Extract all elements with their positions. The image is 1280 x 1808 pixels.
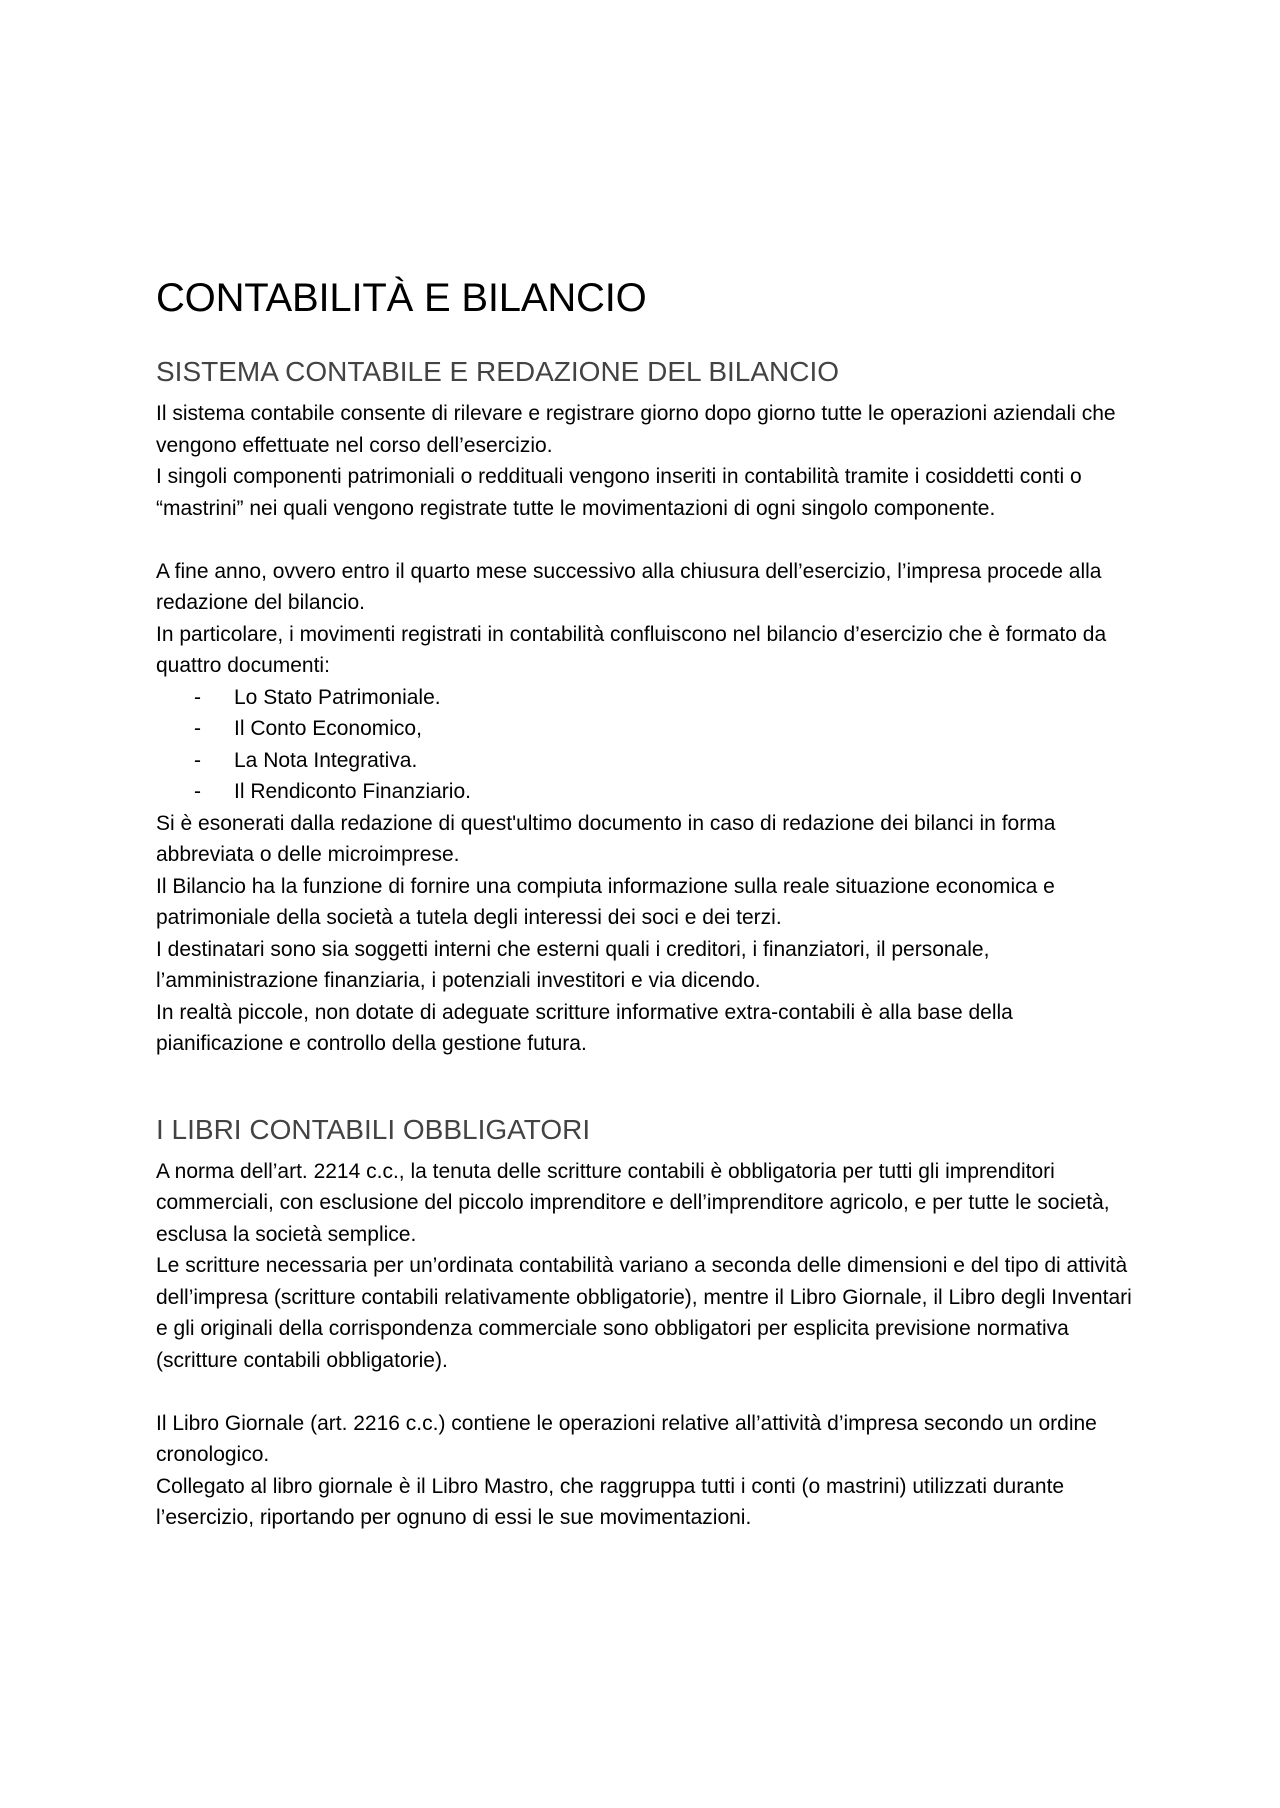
paragraph: Le scritture necessaria per un’ordinata contabilità variano a seconda delle dimensioni e del tipo di attività dell’impresa (scritture contabili relativamente obbligatorie), mentre il Libro Giornale, il Libro degli Inventari e gli originali della corrispondenza commerciale sono obbligatori per esplicita previsione normativa (scritture contabili obbligatorie). xyxy=(156,1254,1132,1372)
section-heading-libri-contabili: I LIBRI CONTABILI OBBLIGATORI xyxy=(156,1113,591,1145)
list-item xyxy=(156,776,1136,808)
list-item-text: La Nota Integrativa. xyxy=(234,748,418,772)
paragraph: Si è esonerati dalla redazione di quest'ultimo documento in caso di redazione dei bilanci in forma abbreviata o delle microimprese. xyxy=(156,811,1056,866)
paragraph: Il sistema contabile consente di rilevare e registrare giorno dopo giorno tutte le operazioni aziendali che vengono effettuate nel corso dell’esercizio. xyxy=(156,402,1116,457)
list-item xyxy=(156,713,1136,745)
section-spacer xyxy=(156,1060,1136,1110)
list-item-text: Lo Stato Patrimoniale. xyxy=(234,685,441,709)
paragraph: A fine anno, ovvero entro il quarto mese successivo alla chiusura dell’esercizio, l’impresa procede alla redazione del bilancio. xyxy=(156,559,1102,614)
list-dash-marker: - xyxy=(194,780,201,803)
document-title: CONTABILITÀ E BILANCIO xyxy=(156,276,647,320)
paragraph: Collegato al libro giornale è il Libro Mastro, che raggruppa tutti i conti (o mastrini) utilizzati durante l’esercizio, riportando per ognuno di essi le sue movimentazioni. xyxy=(156,1474,1065,1529)
paragraph: Il Bilancio ha la funzione di fornire una compiuta informazione sulla reale situazione economica e patrimoniale della società a tutela degli interessi dei soci e dei terzi. xyxy=(156,874,1055,929)
list-dash-marker: - xyxy=(194,717,201,740)
section-heading-sistema-contabile: SISTEMA CONTABILE E REDAZIONE DEL BILANCIO xyxy=(156,356,840,387)
list-item xyxy=(156,745,1136,777)
list-item-text: Il Rendiconto Finanziario. xyxy=(234,780,471,803)
paragraph-spacer xyxy=(156,1376,1136,1408)
paragraph: I singoli componenti patrimoniali o reddituali vengono inseriti in contabilità tramite i cosiddetti conti o “mastrini” nei quali vengono registrate tutte le movimentazioni di ogni singolo componente. xyxy=(156,465,1082,520)
document-page xyxy=(156,270,1136,1534)
paragraph: Il Libro Giornale (art. 2216 c.c.) contiene le operazioni relative all’attività d’impresa secondo un ordine cronologico. xyxy=(156,1411,1097,1466)
paragraph: In particolare, i movimenti registrati in contabilità confluiscono nel bilancio d’esercizio che è formato da quattro documenti: xyxy=(156,622,1107,677)
paragraph: A norma dell’art. 2214 c.c., la tenuta delle scritture contabili è obbligatoria per tutti gli imprenditori commerciali, con esclusione del piccolo imprenditore e dell’imprenditore agricolo, e per tutte le società, esclusa la società semplice. xyxy=(156,1159,1110,1246)
list-item xyxy=(156,682,1136,714)
list-dash-marker: - xyxy=(194,748,201,772)
paragraph: I destinatari sono sia soggetti interni che esterni quali i creditori, i finanziatori, il personale, l’amministrazione finanziaria, i potenziali investitori e via dicendo. xyxy=(156,937,990,992)
documents-list xyxy=(156,682,1136,808)
paragraph-spacer xyxy=(156,524,1136,556)
list-item-text: Il Conto Economico, xyxy=(234,717,422,740)
paragraph: In realtà piccole, non dotate di adeguate scritture informative extra-contabili è alla base della pianificazione e controllo della gestione futura. xyxy=(156,1000,1013,1055)
list-dash-marker: - xyxy=(194,685,201,709)
